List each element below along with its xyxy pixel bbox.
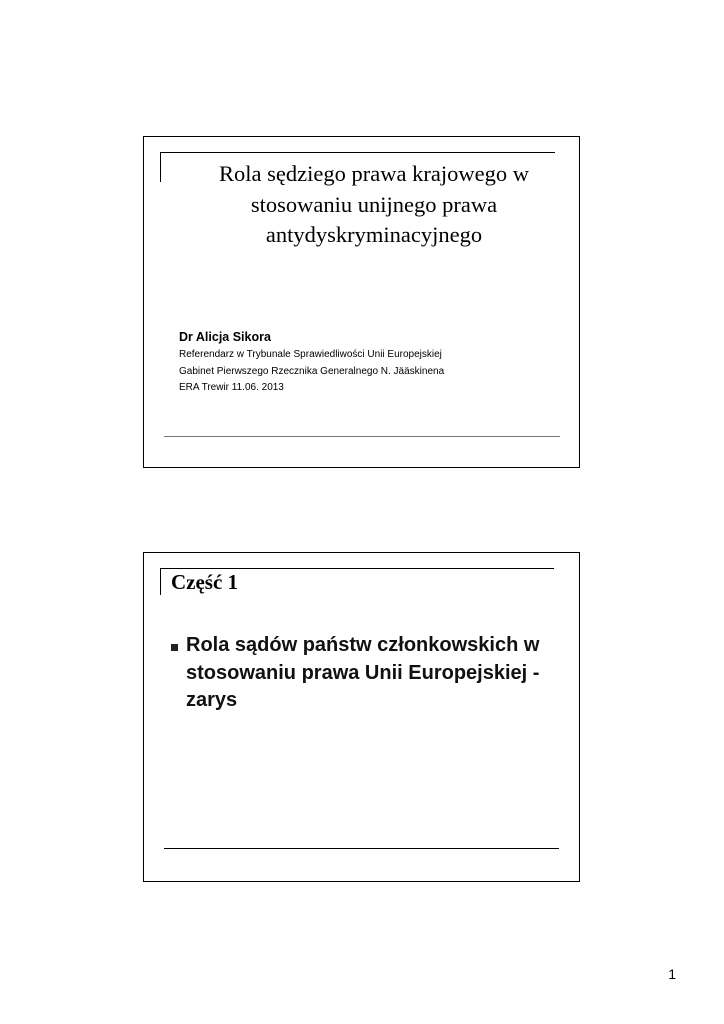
- author-affiliation: Referendarz w Trybunale Sprawiedliwości Unii Europejskiej: [179, 349, 442, 360]
- author-name: Dr Alicja Sikora: [179, 330, 271, 344]
- title-corner-horizontal-rule: [160, 568, 554, 569]
- slide-2: [143, 552, 580, 882]
- slide-1: [143, 136, 580, 468]
- slide-footer-rule: [164, 848, 559, 849]
- slide-2-title: Część 1: [171, 570, 239, 594]
- square-bullet-icon: [171, 644, 178, 651]
- event-date: ERA Trewir 11.06. 2013: [179, 382, 284, 393]
- page-number: 1: [668, 966, 676, 982]
- slide-footer-rule: [164, 436, 560, 437]
- title-corner-vertical-rule: [160, 152, 161, 182]
- slide-1-title: Rola sędziego prawa krajowego w stosowaniu unijnego prawa antydyskryminacyjnego: [219, 161, 529, 247]
- title-corner-horizontal-rule: [160, 152, 555, 153]
- bullet-text: Rola sądów państw członkowskich w stosowaniu prawa Unii Europejskiej - zarys: [186, 634, 540, 711]
- author-office: Gabinet Pierwszego Rzecznika Generalnego N. Jääskinena: [179, 366, 445, 377]
- title-corner-vertical-rule: [160, 568, 161, 595]
